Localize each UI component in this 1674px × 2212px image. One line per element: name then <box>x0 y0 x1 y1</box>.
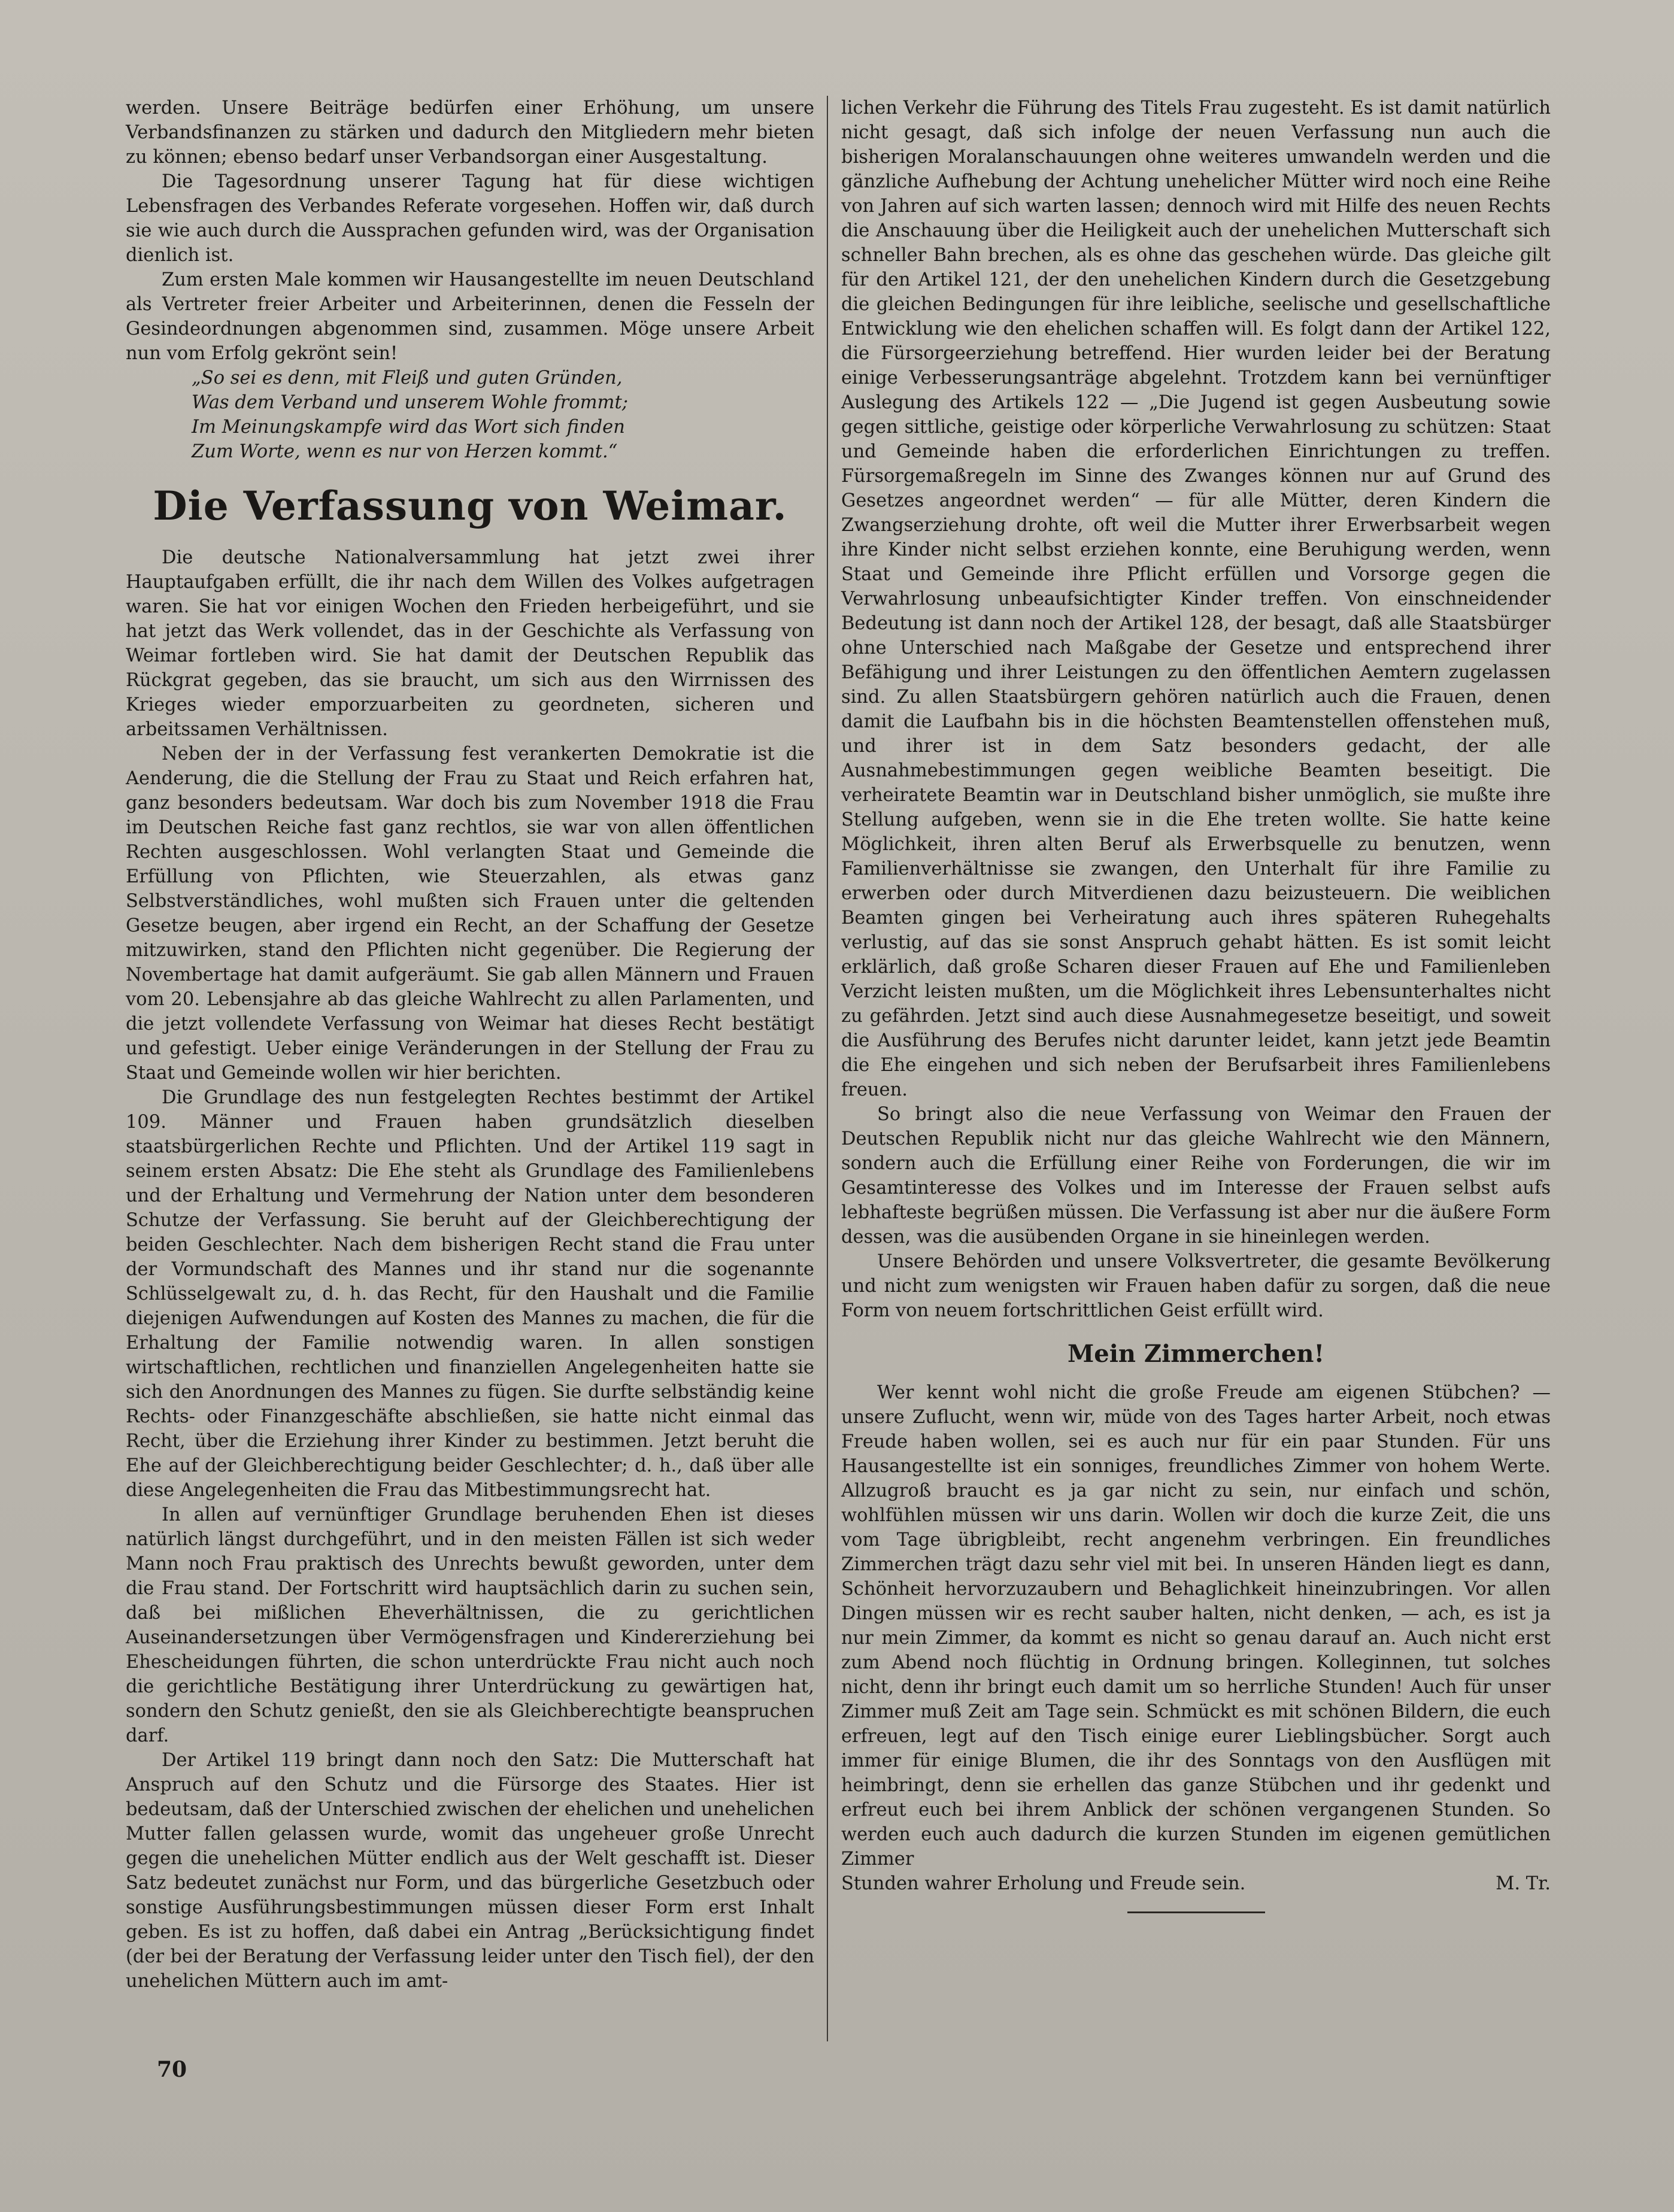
feature-headline: Mein Zimmerchen! <box>1067 1340 1325 1368</box>
article-paragraph: In allen auf vernünftiger Grundlage beruhenden Ehen ist dieses natürlich längst durchgeführt, und in den meisten Fällen ist sich weder Mann noch Frau praktisch des Unrechts bewußt geworden, unter dem die Frau stand. Der Fortschritt wird hauptsächlich darin zu suchen sein, daß bei mißlichen Eheverhältnissen, die zu gerichtlichen Auseinandersetzungen über Vermögensfragen und Kindererziehung bei Ehescheidungen führten, die schon unterdrückte Frau nicht auch noch die gerichtliche Bestätigung ihrer Unterdrückung zu gewärtigen hat, sondern den Schutz genießt, den sie als Gleichberechtigte beanspruchen darf. <box>126 1504 814 1746</box>
article-paragraph: Unsere Behörden und unsere Volksvertreter, die gesamte Bevölkerung und nicht zum wenigsten wir Frauen haben dafür zu sorgen, daß die neue Form von neuem fortschrittlichen Geist erfüllt wird. <box>841 1251 1551 1321</box>
author-signature: M. Tr. <box>1496 1873 1551 1894</box>
feature-closing-line <box>841 1871 1551 1896</box>
verse-line: Im Meinungskampfe wird das Wort sich finden <box>192 417 625 438</box>
page-number: 70 <box>157 2057 187 2082</box>
intro-paragraph: Die Tagesordnung unserer Tagung hat für diese wichtigen Lebensfragen des Verbandes Referate vorgesehen. Hoffen wir, daß durch sie wie auch durch die Aussprachen gefunden wird, was der Organisation dienlich ist. <box>126 171 814 266</box>
article-paragraph: So bringt also die neue Verfassung von Weimar den Frauen der Deutschen Republik nicht nur das gleiche Wahlrecht wie den Männern, sondern auch die Erfüllung einer Reihe von Forderungen, die wir im Gesamtinteresse des Volkes und im Interesse der Frauen selbst aufs lebhafteste begrüßen müssen. Die Verfassung ist aber nur die äußere Form dessen, was die ausübenden Organe in sie hineinlegen werden. <box>841 1104 1551 1248</box>
intro-paragraph: Zum ersten Male kommen wir Hausangestellte im neuen Deutschland als Vertreter freier Arbeiter und Arbeiterinnen, denen die Fesseln der Gesindeordnungen abgenommen sind, zusammen. Möge unsere Arbeit nun vom Erfolg gekrönt sein! <box>126 269 814 364</box>
article-paragraph: Die Grundlage des nun festgelegten Rechtes bestimmt der Artikel 109. Männer und Frauen haben grundsätzlich dieselben staatsbürgerlichen Rechte und Pflichten. Und der Artikel 119 sagt in seinem ersten Absatz: Die Ehe steht als Grundlage des Familienlebens und der Erhaltung und Vermehrung der Nation unter dem besonderen Schutze der Verfassung. Sie beruht auf der Gleichberechtigung der beiden Geschlechter. Nach dem bisherigen Recht stand die Frau unter der Vormundschaft des Mannes und ihr stand nur die sogenannte Schlüsselgewalt zu, d. h. das Recht, für den Haushalt und die Familie diejenigen Aufwendungen auf Kosten des Mannes zu machen, die für die Erhaltung der Familie notwendig waren. In allen sonstigen wirtschaftlichen, rechtlichen und finanziellen Angelegenheiten hatte sie sich den Anordnungen des Mannes zu fügen. Sie durfte selbständig keine Rechts- oder Finanzgeschäfte abschließen, sie hatte nicht einmal das Recht, über die Erziehung ihrer Kinder zu bestimmen. Jetzt beruht die Ehe auf der Gleichberechtigung beider Geschlechter; d. h., daß über alle diese Angelegenheiten die Frau das Mitbestimmungsrecht hat. <box>126 1087 814 1501</box>
verse-line: „So sei es denn, mit Fleiß und guten Gründen, <box>192 368 623 389</box>
verse-line: Was dem Verband und unserem Wohle frommt; <box>192 392 628 413</box>
left-column <box>126 96 814 1993</box>
poem-verse <box>192 366 814 464</box>
article-paragraph: Neben der in der Verfassung fest verankerten Demokratie ist die Aenderung, die die Stellung der Frau zu Staat und Reich erfahren hat, ganz besonders bedeutsam. War doch bis zum November 1918 die Frau im Deutschen Reiche fast ganz rechtlos, sie war von allen öffentlichen Rechten ausgeschlossen. Wohl verlangten Staat und Gemeinde die Erfüllung von Pflichten, wie Steuerzahlen, als etwas ganz Selbstverständliches, wohl mußten sich Frauen unter die geltenden Gesetze beugen, aber irgend ein Recht, an der Schaffung der Gesetze mitzuwirken, stand den Pflichten nicht gegenüber. Die Regierung der Novembertage hat damit aufgeräumt. Sie gab allen Männern und Frauen vom 20. Lebensjahre ab das gleiche Wahlrecht zu allen Parlamenten, und die jetzt vollendete Verfassung von Weimar hat dieses Recht bestätigt und gefestigt. Ueber einige Veränderungen in der Stellung der Frau zu Staat und Gemeinde wollen wir hier berichten. <box>126 744 814 1084</box>
article-headline: Die Verfassung von Weimar. <box>153 483 787 529</box>
feature-last-line: Stunden wahrer Erholung und Freude sein. <box>841 1873 1246 1894</box>
article-paragraph: Der Artikel 119 bringt dann noch den Satz: Die Mutterschaft hat Anspruch auf den Schutz und die Fürsorge des Staates. Hier ist bedeutsam, daß der Unterschied zwischen der ehelichen und unehelichen Mutter fallen gelassen wurde, womit das ungeheuer große Unrecht gegen die unehelichen Mütter endlich aus der Welt geschafft ist. Dieser Satz bedeutet zunächst nur Form, und das bürgerliche Gesetzbuch oder sonstige Ausführungsbestimmungen müssen dieser Form erst Inhalt geben. Es ist zu hoffen, daß dabei ein Antrag „Berücksichtigung findet (der bei der Beratung der Verfassung leider unter den Tisch fiel), der den unehelichen Müttern auch im amt- <box>126 1750 814 1992</box>
verse-line: Zum Worte, wenn es nur von Herzen kommt.“ <box>192 441 618 462</box>
intro-paragraph: werden. Unsere Beiträge bedürfen einer Erhöhung, um unsere Verbandsfinanzen zu stärken und dadurch den Mitgliedern mehr bieten zu können; ebenso bedarf unser Verbandsorgan einer Ausgestaltung. <box>126 98 814 168</box>
feature-paragraph: Wer kennt wohl nicht die große Freude am eigenen Stübchen? — unsere Zuflucht, wenn wir, müde von des Tages harter Arbeit, noch etwas Freude haben wollen, sei es auch nur für ein paar Stunden. Für uns Hausangestellte ist ein sonniges, freundliches Zimmer von hohem Werte. Allzugroß braucht es ja gar nicht zu sein, nur einfach und schön, wohlfühlen müssen wir uns darin. Wollen wir doch die kurze Zeit, die uns vom Tage übrigbleibt, recht angenehm verbringen. Ein freundliches Zimmerchen trägt dazu sehr viel mit bei. In unseren Händen liegt es dann, Schönheit hervorzuzaubern und Behaglichkeit hineinzubringen. Vor allen Dingen müssen wir es recht sauber halten, nicht denken, — ach, es ist ja nur mein Zimmer, da kommt es nicht so genau darauf an. Auch nicht erst zum Abend noch flüchtig in Ordnung bringen. Kolleginnen, tut solches nicht, denn ihr bringt euch damit um so herrliche Stunden! Auch für unser Zimmer muß Zeit am Tage sein. Schmückt es mit schönen Bildern, die euch erfreuen, legt auf den Tisch einige eurer Lieblingsbücher. Sorgt auch immer für einige Blumen, die ihr des Sonntags von den Ausflügen mit heimbringt, denn sie erhellen das ganze Stübchen und ihr gedenkt und erfreut euch bei ihrem Anblick der schönen vergangenen Stunden. So werden euch auch dadurch die kurzen Stunden im eigenen gemütlichen Zimmer <box>841 1382 1551 1870</box>
end-rule <box>1127 1911 1265 1913</box>
column-divider <box>827 96 828 2041</box>
article-paragraph: Die deutsche Nationalversammlung hat jetzt zwei ihrer Hauptaufgaben erfüllt, die ihr nach dem Willen des Volkes aufgetragen waren. Sie hat vor einigen Wochen den Frieden herbeigeführt, und sie hat jetzt das Werk vollendet, das in der Geschichte als Verfassung von Weimar fortleben wird. Sie hat damit der Deutschen Republik das Rückgrat gegeben, das sie braucht, um sich aus den Wirrnissen des Krieges wieder emporzuarbeiten zu geordneten, sicheren und arbeitssamen Verhältnissen. <box>126 547 814 740</box>
right-column <box>841 96 1551 1913</box>
article-paragraph: lichen Verkehr die Führung des Titels Frau zugesteht. Es ist damit natürlich nicht gesagt, daß sich infolge der neuen Verfassung nun auch die bisherigen Moralanschauungen ohne weiteres umwandeln werden und die gänzliche Aufhebung der Achtung unehelicher Mütter wird noch eine Reihe von Jahren auf sich warten lassen; dennoch wird mit Hilfe des neuen Rechts die Anschauung über die Heiligkeit auch der unehelichen Mutterschaft sich schneller Bahn brechen, als es ohne das geschehen würde. Das gleiche gilt für den Artikel 121, der den unehelichen Kindern durch die Gesetzgebung die gleichen Bedingungen für ihre leibliche, seelische und gesellschaftliche Entwicklung wie den ehelichen schaffen will. Es folgt dann der Artikel 122, die Fürsorgeerziehung betreffend. Hier wurden leider bei der Beratung einige Verbesserungsanträge abgelehnt. Trotzdem kann bei vernünftiger Auslegung des Artikels 122 — „Die Jugend ist gegen Ausbeutung sowie gegen sittliche, geistige oder körperliche Verwahrlosung zu schützen: Staat und Gemeinde haben die erforderlichen Einrichtungen zu treffen. Fürsorgemaßregeln im Sinne des Zwanges können nur auf Grund des Gesetzes angeordnet werden“ — für alle Mütter, deren Kindern die Zwangserziehung drohte, oft weil die Mutter ihrer Erwerbsarbeit wegen ihre Kinder nicht selbst erziehen konnte, eine Beruhigung werden, wenn Staat und Gemeinde ihre Pflicht erfüllen und Vorsorge gegen die Verwahrlosung unbeaufsichtigter Kinder treffen. Von einschneidender Bedeutung ist dann noch der Artikel 128, der besagt, daß alle Staatsbürger ohne Unterschied nach Maßgabe der Gesetze und entsprechend ihrer Befähigung und ihrer Leistungen zu den öffentlichen Aemtern zugelassen sind. Zu allen Staatsbürgern gehören natürlich auch die Frauen, denen damit die Laufbahn bis in die höchsten Beamtenstellen offenstehen muß, und ihrer ist in dem Satz besonders gedacht, der alle Ausnahmebestimmungen gegen weibliche Beamten beseitigt. Die verheiratete Beamtin war in Deutschland bisher unmöglich, sie mußte ihre Stellung aufgeben, wenn sie in die Ehe treten wollte. Sie hatte keine Möglichkeit, ihren alten Beruf als Erwerbsquelle zu benutzen, wenn Familienverhältnisse sie zwangen, den Unterhalt für ihre Familie zu erwerben oder durch Mitverdienen dazu beizusteuern. Die weiblichen Beamten gingen bei Verheiratung auch ihres späteren Ruhegehalts verlustig, auf das sie sonst Anspruch gehabt hätten. Es ist somit leicht erklärlich, daß große Scharen dieser Frauen auf Ehe und Familienleben Verzicht leisten mußten, um die Möglichkeit ihres Lebensunterhaltes nicht zu gefährden. Jetzt sind auch diese Ausnahmegesetze beseitigt, und soweit die Ausführung des Berufes nicht darunter leidet, kann jetzt jede Beamtin die Ehe eingehen und sich neben der Berufsarbeit ihres Familienlebens freuen. <box>841 98 1551 1100</box>
